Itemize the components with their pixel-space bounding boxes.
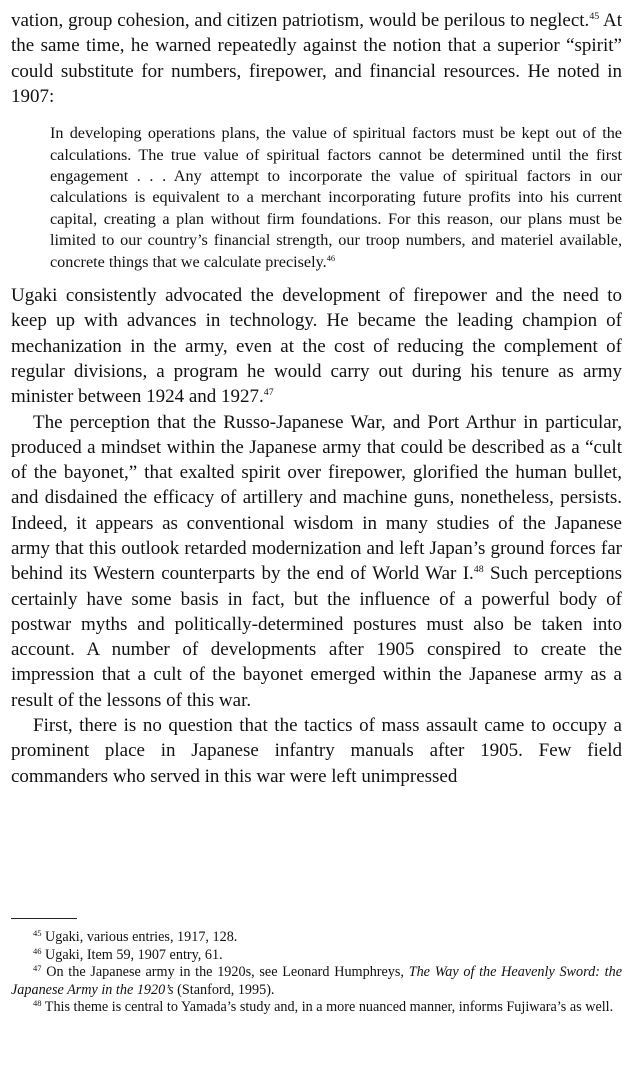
main-text: [11, 8, 622, 789]
footnote-number: 48: [33, 998, 42, 1009]
footnote-text: This theme is central to Yamada’s study and, in a more nuanced manner, informs Fujiwara’s as well.: [41, 999, 614, 1016]
paragraph-1-end: At the same time, he warned repeatedly against the notion that a superior “spirit” could substitute for numbers, firepower, and financial resources. He noted in 1907:: [11, 10, 622, 107]
paragraph-3: [11, 410, 622, 714]
footnotes: [11, 929, 622, 1017]
page: [11, 8, 622, 789]
footnote-ref-48: 48: [473, 564, 484, 576]
footnote-ref-46: 46: [326, 252, 336, 263]
paragraph-3-end: Such perceptions certainly have some basis in fact, but the influence of a powerful body of postwar myths and politically-determined postures must also be taken into account. A number of developments after 1905 conspired to create the impression that a cult of the bayonet emerged within the Japanese army as a result of the lessons of this war.: [11, 563, 622, 711]
paragraph-2-text: Ugaki consistently advocated the development of firepower and the need to keep up with advances in technology. He became the leading champion of mechanization in the army, even at the cost of reducing the complement of regular divisions, a program he would carry out during his tenure as army minister between 1924 and 1927.: [11, 285, 622, 408]
footnote-text: Ugaki, Item 59, 1907 entry, 61.: [41, 946, 223, 963]
footnote-46: [11, 947, 622, 965]
paragraph-3-start: The perception that the Russo-Japanese War, and Port Arthur in particular, produced a mindset within the Japanese army that could be described as a “cult of the bayonet,” that exalted spirit over firepower, glorified the human bullet, and disdained the efficacy of artillery and machine guns, nonetheless, persists. Indeed, it appears as conventional wisdom in many studies of the Japanese army that this outlook retarded modernization and left Japan’s ground forces far behind its Western counterparts by the end of World War I.: [11, 411, 622, 585]
footnote-number: 47: [33, 963, 42, 974]
footnote-divider: [11, 918, 77, 919]
footnote-book-title: The Way of the Heavenly Sword: the Japanese Army in the 1920’s: [11, 964, 622, 998]
footnote-number: 46: [33, 945, 42, 956]
footnote-45: [11, 929, 622, 947]
paragraph-1: [11, 8, 622, 109]
block-quote-text: [50, 123, 622, 273]
footnote-text: On the Japanese army in the 1920s, see Leonard Humphreys,: [41, 964, 409, 981]
paragraph-1-start: vation, group cohesion, and citizen patriotism, would be perilous to neglect.: [11, 10, 590, 31]
footnote-47: [11, 964, 622, 999]
block-quote: [50, 123, 622, 273]
footnote-48: [11, 999, 622, 1017]
quote-body: In developing operations plans, the value of spiritual factors must be kept out of the calculations. The true value of spiritual factors cannot be determined until the first engagement . . . Any attempt to incorporate the value of spiritual factors in our calculations is equivalent to a merchant incorporating future profits into his current capital, creating a plan without firm foundations. For this reason, our plans must be limited to our country’s financial strength, our troop numbers, and materiel available, concrete things that we calculate precisely.: [50, 124, 622, 271]
paragraph-4-text: First, there is no question that the tactics of mass assault came to occupy a prominent place in Japanese infantry manuals after 1905. Few field commanders who served in this war were left unimpressed: [11, 715, 622, 787]
footnote-text-end: (Stanford, 1995).: [173, 981, 275, 998]
paragraph-2: [11, 283, 622, 409]
footnote-ref-47: 47: [263, 387, 274, 399]
footnote-number: 45: [33, 927, 42, 938]
footnote-text: Ugaki, various entries, 1917, 128.: [41, 929, 238, 945]
footnote-ref-45: 45: [589, 10, 600, 22]
paragraph-4: [11, 713, 622, 789]
